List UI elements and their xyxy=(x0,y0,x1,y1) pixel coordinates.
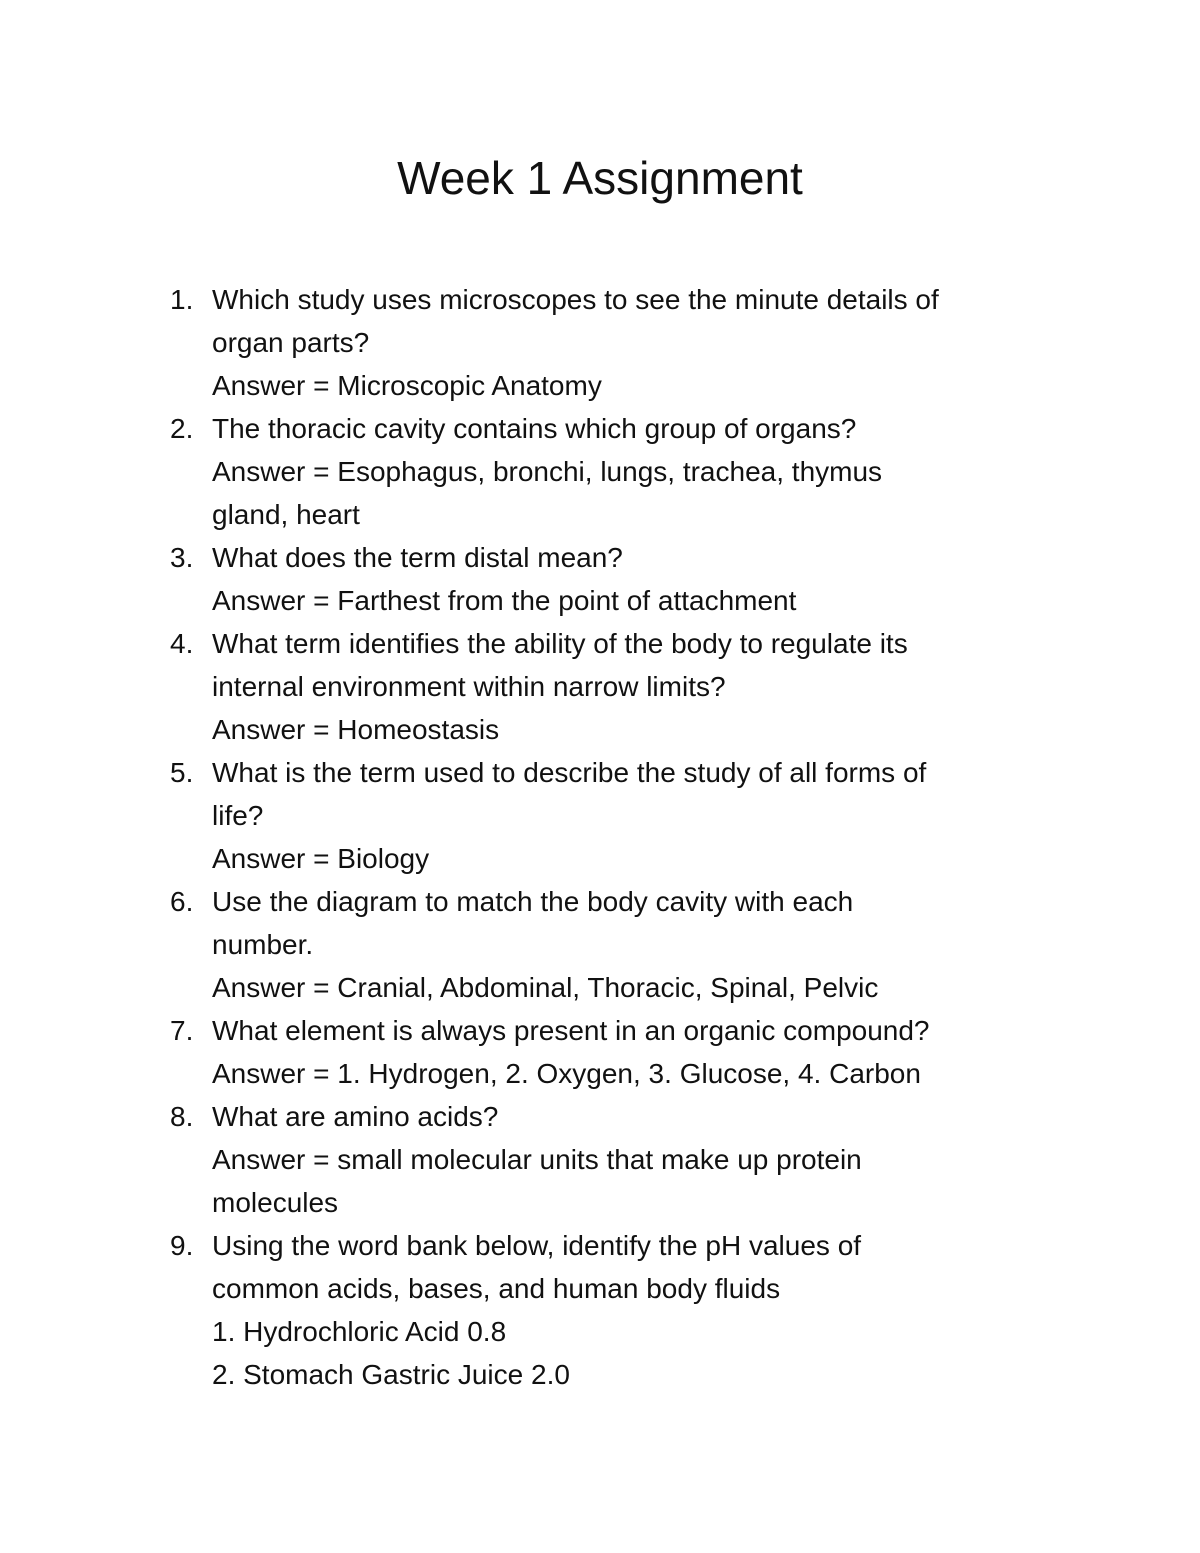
question-item xyxy=(170,1009,1070,1095)
answer-text: Answer = Esophagus, bronchi, lungs, trachea, thymus xyxy=(212,456,883,487)
question-item xyxy=(170,880,1070,1009)
answer-text: Answer = Cranial, Abdominal, Thoracic, Spinal, Pelvic xyxy=(212,972,879,1003)
question-list xyxy=(170,278,1070,1396)
answer-text: Answer = Biology xyxy=(212,843,430,874)
question-text: What element is always present in an organic compound? xyxy=(212,1015,930,1046)
question-text: life? xyxy=(212,800,264,831)
page-title: Week 1 Assignment xyxy=(397,152,803,204)
question-text: What does the term distal mean? xyxy=(212,542,623,573)
word-bank-item: 2. Stomach Gastric Juice 2.0 xyxy=(212,1359,570,1390)
question-item xyxy=(170,1095,1070,1224)
question-text: The thoracic cavity contains which group of organs? xyxy=(212,413,857,444)
question-number: 8. xyxy=(170,1101,194,1132)
question-item xyxy=(170,536,1070,622)
question-number: 2. xyxy=(170,413,194,444)
answer-text: molecules xyxy=(212,1187,339,1218)
answer-text: Answer = small molecular units that make up protein xyxy=(212,1144,862,1175)
question-item xyxy=(170,1224,1070,1396)
question-number: 9. xyxy=(170,1230,194,1261)
question-text: common acids, bases, and human body fluids xyxy=(212,1273,781,1304)
question-item xyxy=(170,751,1070,880)
question-item xyxy=(170,278,1070,407)
question-number: 5. xyxy=(170,757,194,788)
question-text: Using the word bank below, identify the pH values of xyxy=(212,1230,862,1261)
question-item xyxy=(170,407,1070,536)
question-item xyxy=(170,622,1070,751)
question-number: 7. xyxy=(170,1015,194,1046)
answer-text: gland, heart xyxy=(212,499,360,530)
question-text: What term identifies the ability of the body to regulate its xyxy=(212,628,908,659)
question-text: Use the diagram to match the body cavity with each xyxy=(212,886,854,917)
question-text: Which study uses microscopes to see the minute details of xyxy=(212,284,939,315)
question-text: number. xyxy=(212,929,314,960)
question-number: 4. xyxy=(170,628,194,659)
question-text: organ parts? xyxy=(212,327,370,358)
question-text: internal environment within narrow limits? xyxy=(212,671,726,702)
question-number: 3. xyxy=(170,542,194,573)
question-text: What is the term used to describe the study of all forms of xyxy=(212,757,927,788)
word-bank-item: 1. Hydrochloric Acid 0.8 xyxy=(212,1316,507,1347)
question-number: 1. xyxy=(170,284,194,315)
answer-text: Answer = 1. Hydrogen, 2. Oxygen, 3. Glucose, 4. Carbon xyxy=(212,1058,921,1089)
answer-text: Answer = Homeostasis xyxy=(212,714,500,745)
question-text: What are amino acids? xyxy=(212,1101,499,1132)
answer-text: Answer = Farthest from the point of attachment xyxy=(212,585,797,616)
answer-text: Answer = Microscopic Anatomy xyxy=(212,370,602,401)
question-number: 6. xyxy=(170,886,194,917)
